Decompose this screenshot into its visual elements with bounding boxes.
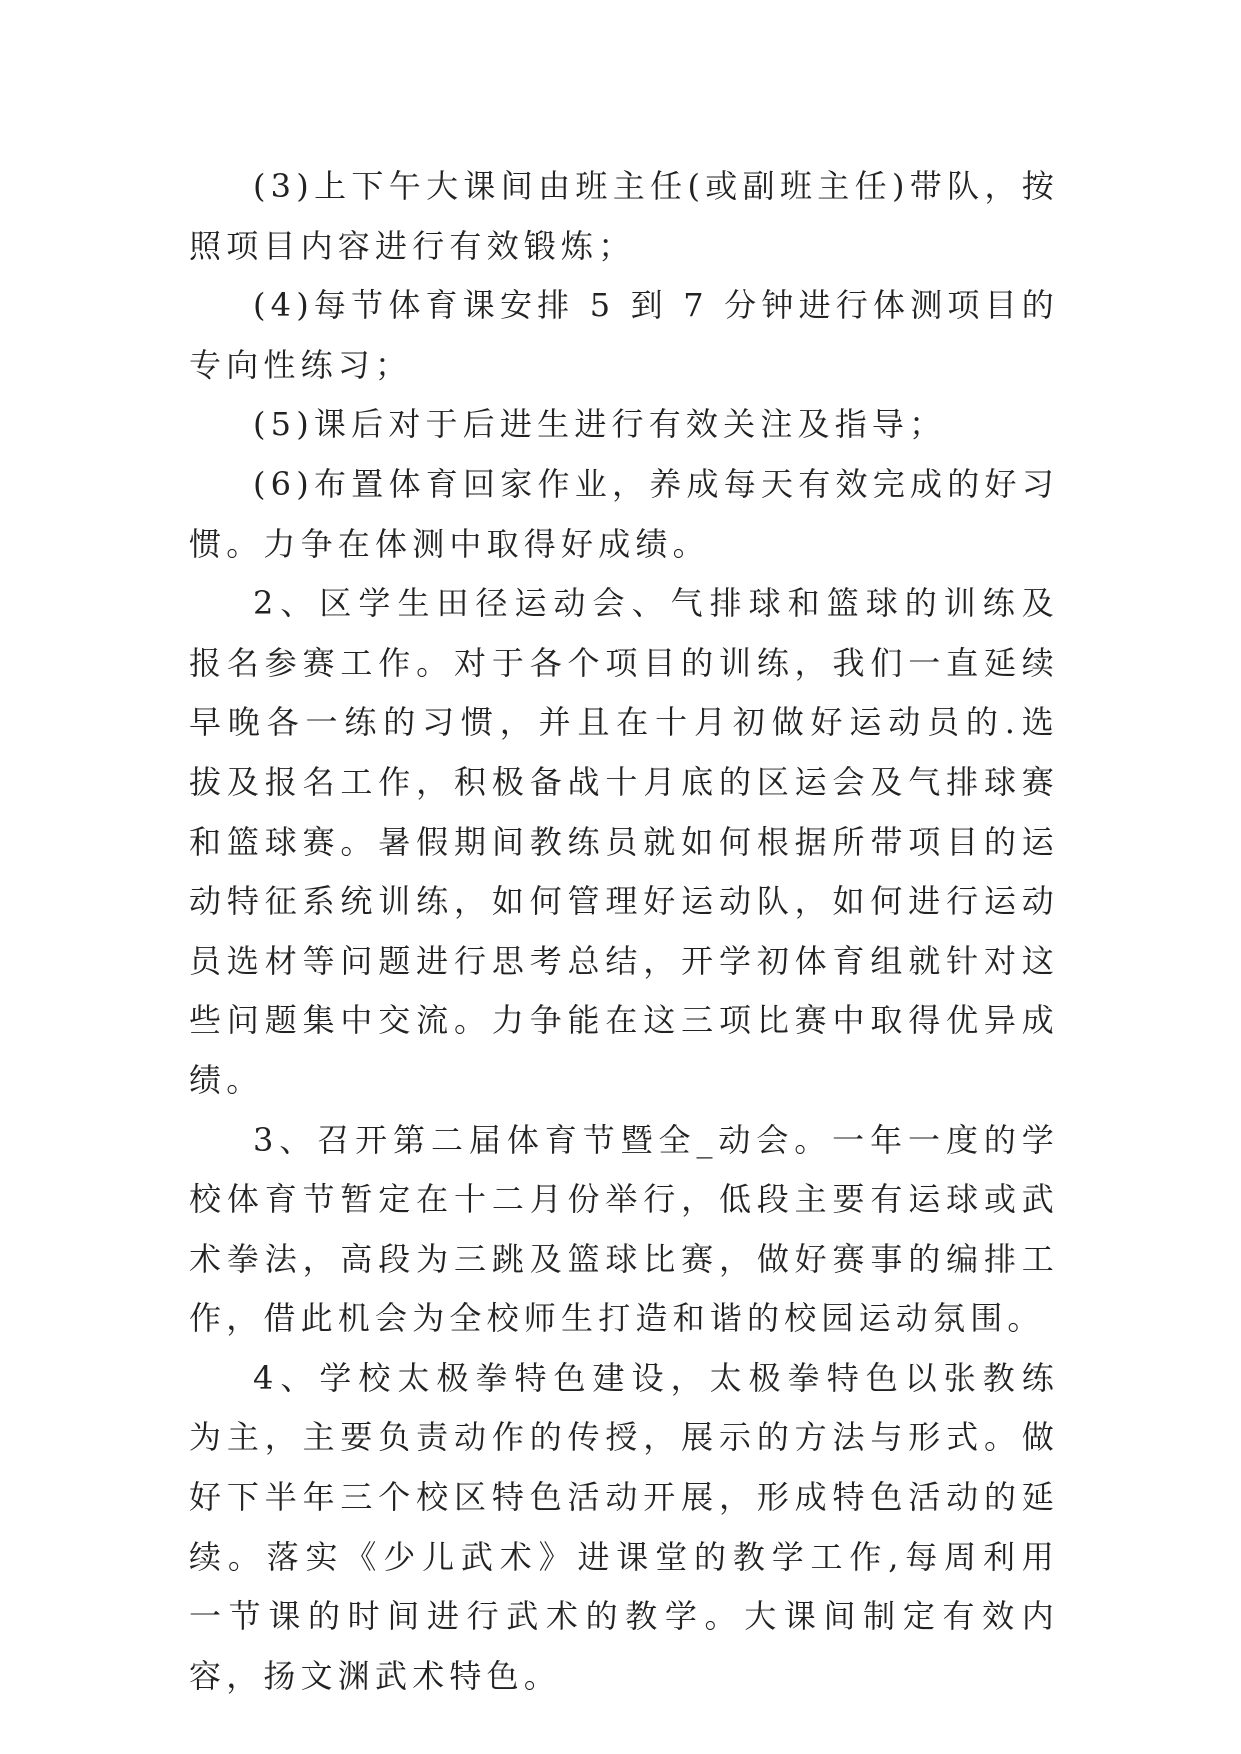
paragraph-item-5: (5)课后对于后进生进行有效关注及指导；	[253, 405, 947, 444]
paragraph-section-4: 4、学校太极拳特色建设，太极拳特色以张教练为主，主要负责动作的传授，展示的方法与形式。做好下半年三个校区特色活动开展，形成特色活动的延续。落实《少儿武术》进课堂的教学工作,每周利用一节课的时间进行武术的教学。大课间制定有效内容，扬文渊武术特色。	[189, 1358, 1059, 1695]
paragraph-section-3: 3、召开第二届体育节暨全_动会。一年一度的学校体育节暂定在十二月份举行，低段主要有运球或武术拳法，高段为三跳及篮球比赛，做好赛事的编排工作，借此机会为全校师生打造和谐的校园运动氛围。	[189, 1120, 1059, 1338]
paragraph-section-2: 2、区学生田径运动会、气排球和篮球的训练及报名参赛工作。对于各个项目的训练，我们一直延续早晚各一练的习惯，并且在十月初做好运动员的.选拔及报名工作，积极备战十月底的区运会及气排球赛和篮球赛。暑假期间教练员就如何根据所带项目的运动特征系统训练，如何管理好运动队，如何进行运动员选材等问题进行思考总结，开学初体育组就针对这些问题集中交流。力争能在这三项比赛中取得优异成绩。	[189, 584, 1059, 1099]
paragraph-item-3: (3)上下午大课间由班主任(或副班主任)带队，按照项目内容进行有效锻炼；	[189, 167, 1059, 265]
paragraph-item-6: (6)布置体育回家作业，养成每天有效完成的好习惯。力争在体测中取得好成绩。	[189, 464, 1059, 563]
paragraph-item-4: (4)每节体育课安排 5 到 7 分钟进行体测项目的专向性练习；	[189, 286, 1059, 384]
document-body	[189, 157, 1059, 1706]
